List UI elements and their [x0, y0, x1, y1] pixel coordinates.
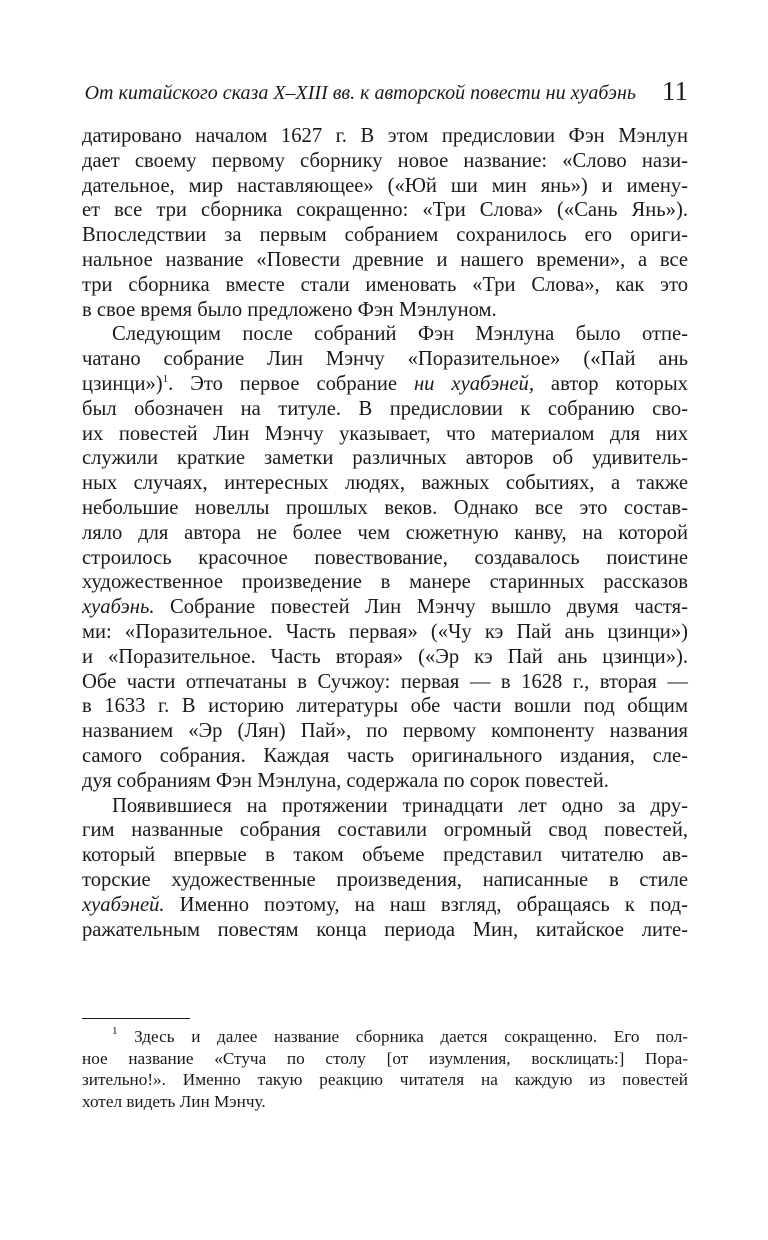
body-line — [82, 273, 688, 298]
text-segment: чатано собрание Лин Мэнчу «Поразительное» («Пай ань — [82, 348, 688, 371]
body-line — [82, 223, 688, 248]
body-line — [82, 744, 688, 769]
body-line — [82, 397, 688, 422]
footnote-line — [82, 1048, 688, 1070]
text-segment: зительно!». Именно такую реакцию читателя на каждую из повестей — [82, 1070, 688, 1089]
text-segment: строилось красочное повествование, создавалось поистине — [82, 546, 688, 569]
text-segment: Следующим после собраний Фэн Мэнлуна было отпе- — [112, 323, 688, 346]
text-segment: их повестей Лин Мэнчу указывает, что материалом для них — [82, 422, 688, 445]
text-segment: Здесь и далее название сборника дается сокращенно. Его пол- — [117, 1027, 688, 1046]
text-segment: цзинци») — [82, 372, 163, 395]
text-segment: служили краткие заметки различных авторов об удивитель- — [82, 447, 688, 470]
text-segment: ни хуабэней, — [413, 372, 534, 395]
text-segment: дуя собраниям Фэн Мэнлуна, содержала по сорок повестей. — [82, 769, 609, 792]
text-segment: дательное, мир наставляющее» («Юй ши мин янь») и имену- — [82, 174, 688, 197]
body-line — [82, 149, 688, 174]
text-segment: Появившиеся на протяжении тринадцати лет одно за дру- — [112, 794, 688, 817]
footnote-line — [82, 1026, 688, 1048]
body-line — [82, 372, 688, 397]
text-segment: ражательным повестям конца периода Мин, китайское лите- — [82, 918, 688, 941]
footnote-marker: 1 — [162, 372, 169, 385]
text-segment: небольшие новеллы прошлых веков. Однако все это состав- — [82, 496, 688, 519]
footnote-divider — [82, 1018, 190, 1019]
body-line — [82, 670, 688, 695]
text-segment: нальное название «Повести древние и нашего времени», а все — [82, 248, 688, 271]
text-segment: в свое время было предложено Фэн Мэнлуном. — [82, 298, 497, 321]
body-line — [82, 843, 688, 868]
body-line — [82, 719, 688, 744]
text-segment: Обе части отпечатаны в Сучжоу: первая — в 1628 г., вторая — — [82, 670, 688, 693]
text-segment: гим названные собрания составили огромный свод повестей, — [82, 819, 688, 842]
body-line — [82, 198, 688, 223]
body-line — [82, 298, 688, 323]
text-segment: хуабэнь. — [82, 596, 155, 619]
body-text — [82, 124, 688, 942]
text-segment: ное название «Стуча по столу [от изумления, восклицать:] Пора- — [82, 1048, 688, 1068]
body-line — [82, 422, 688, 447]
text-segment: торские художественные произведения, написанные в стиле — [82, 868, 688, 891]
text-segment: Собрание повестей Лин Мэнчу вышло двумя частя- — [154, 596, 688, 619]
text-segment: ных случаях, интересных людях, важных событиях, а также — [82, 472, 688, 495]
footnote — [82, 1026, 688, 1112]
body-line — [82, 248, 688, 273]
body-line — [82, 124, 688, 149]
text-segment: самого собрания. Каждая часть оригинального издания, сле- — [82, 744, 688, 767]
text-segment: датировано началом 1627 г. В этом предисловии Фэн Мэнлун — [82, 125, 688, 147]
body-line — [82, 322, 688, 347]
text-segment: Впоследствии за первым собранием сохранилось его ориги- — [82, 224, 688, 247]
text-segment: Именно поэтому, на наш взгляд, обращаясь к под- — [164, 893, 688, 916]
body-line — [82, 521, 688, 546]
body-line — [82, 868, 688, 893]
text-segment: был обозначен на титуле. В предисловии к собранию сво- — [82, 397, 688, 420]
text-segment: ет все три сборника сокращенно: «Три Слова» («Сань Янь»). — [82, 199, 688, 222]
footnote-line — [82, 1091, 688, 1113]
footnote-marker: 1 — [112, 1025, 118, 1037]
body-line — [82, 471, 688, 496]
text-segment: названием «Эр (Лян) Пай», по первому компоненту названия — [82, 720, 688, 743]
body-line — [82, 174, 688, 199]
page-number: 11 — [662, 76, 688, 106]
footnote-line — [82, 1069, 688, 1091]
body-line — [82, 446, 688, 471]
body-line — [82, 595, 688, 620]
text-segment: дает своему первому сборнику новое название: «Слово нази- — [82, 149, 688, 172]
body-line — [82, 645, 688, 670]
text-segment: хуабэней. — [82, 893, 165, 916]
text-segment: ми: «Поразительное. Часть первая» («Чу кэ Пай ань цзинци») — [82, 620, 688, 643]
body-line — [82, 496, 688, 521]
body-line — [82, 546, 688, 571]
body-line — [82, 794, 688, 819]
body-line — [82, 818, 688, 843]
text-segment: в 1633 г. В историю литературы обе части вошли под общим — [82, 695, 688, 718]
text-segment: . Это первое собрание — [168, 372, 414, 395]
text-segment: художественное произведение в манере старинных рассказов — [82, 571, 688, 594]
text-segment: три сборника вместе стали именовать «Три Слова», как это — [82, 273, 688, 296]
body-line — [82, 769, 688, 794]
body-line — [82, 893, 688, 918]
running-header — [82, 76, 688, 110]
body-line — [82, 347, 688, 372]
body-line — [82, 694, 688, 719]
text-segment: и «Поразительное. Часть вторая» («Эр кэ Пай ань цзинци»). — [82, 645, 688, 668]
text-segment: ляло для автора не более чем сюжетную канву, на которой — [82, 521, 688, 544]
running-title: От китайского сказа X–XIII вв. к авторской повести ни хуабэнь — [84, 82, 636, 104]
body-line — [82, 918, 688, 943]
body-line — [82, 620, 688, 645]
text-segment: автор которых — [533, 372, 688, 395]
text-segment: который впервые в таком объеме представил читателю ав- — [82, 844, 688, 867]
text-segment: хотел видеть Лин Мэнчу. — [82, 1091, 266, 1111]
body-line — [82, 570, 688, 595]
